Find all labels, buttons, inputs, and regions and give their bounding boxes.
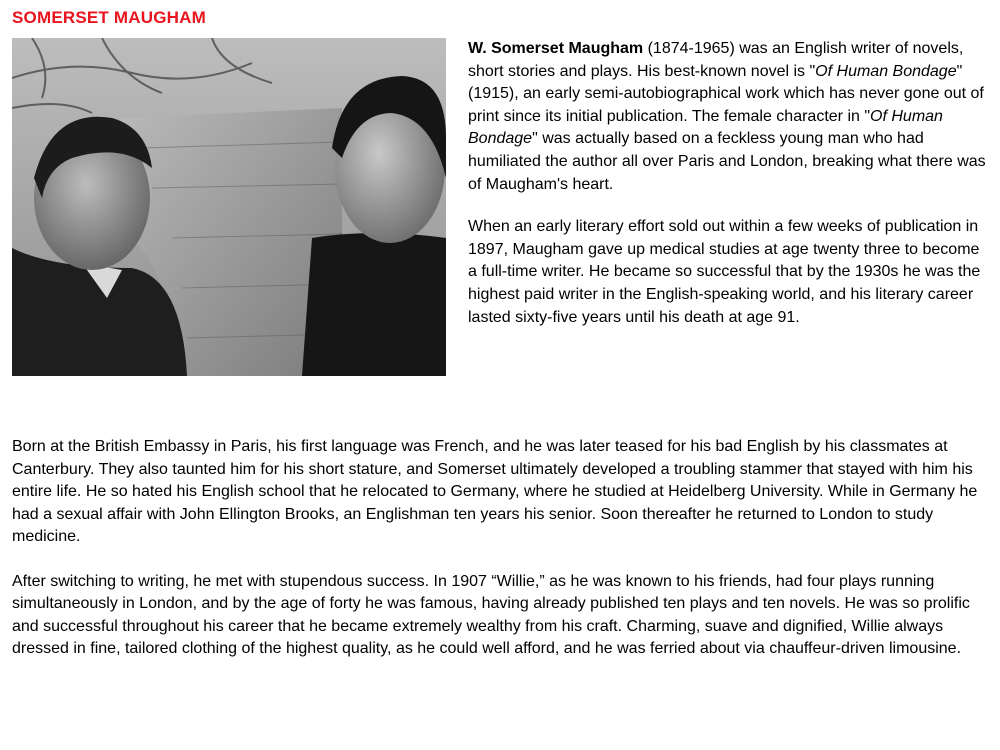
intro-paragraph-2: When an early literary effort sold out within a few weeks of publication in 1897, Maugham gave up medical studies at age twenty three to become a full-time writer. He became so successful that by the 1930s he was the highest paid writer in the English-speaking world, and his literary career lasted sixty-five years until his death at age 91. (468, 218, 981, 326)
body-text (12, 436, 992, 661)
body-paragraph-1: Born at the British Embassy in Paris, his first language was French, and he was later teased for his bad English by his classmates at Canterbury. They also taunted him for his short stature, and Somerset ultimately developed a troubling stammer that stayed with him his entire life. He so hated his English school that he relocated to Germany, where he studied at Heidelberg University. While in Germany he had a sexual affair with John Ellington Brooks, an Englishman ten years his senior. Soon thereafter he returned to London to study medicine. (12, 438, 978, 545)
intro-text-b: " (1915), an early semi-autobiographical work which has never gone out of print since its initial publication. The female character in " (468, 62, 984, 125)
photo-illustration (12, 38, 446, 376)
book-title: Of Human Bondage (815, 62, 957, 80)
intro-paragraph-1 (468, 38, 988, 196)
intro-text-a: (1874-1965) was an English writer of novels, short stories and plays. His best-known novel is " (468, 40, 964, 80)
body-paragraph-2: After switching to writing, he met with stupendous success. In 1907 “Willie,” as he was known to his friends, had four plays running simultaneously in London, and by the age of forty he was famous, having already published ten plays and ten novels. He was so prolific and successful throughout his career that he became extremely wealthy from his craft. Charming, suave and dignified, Willie always dressed in fine, tailored clothing of the highest quality, as he could well afford, and he was ferried about via chauffeur-driven limousine. (12, 572, 970, 657)
page-title: SOMERSET MAUGHAM (12, 8, 206, 27)
portrait-photo (12, 38, 446, 376)
intro-column (468, 38, 988, 329)
author-name: W. Somerset Maugham (468, 40, 644, 57)
intro-text-c: " was actually based on a feckless young man who had humiliated the author all over Paris and London, breaking what there was of Maugham's heart. (468, 130, 986, 193)
book-title: Of Human Bondage (468, 107, 943, 148)
